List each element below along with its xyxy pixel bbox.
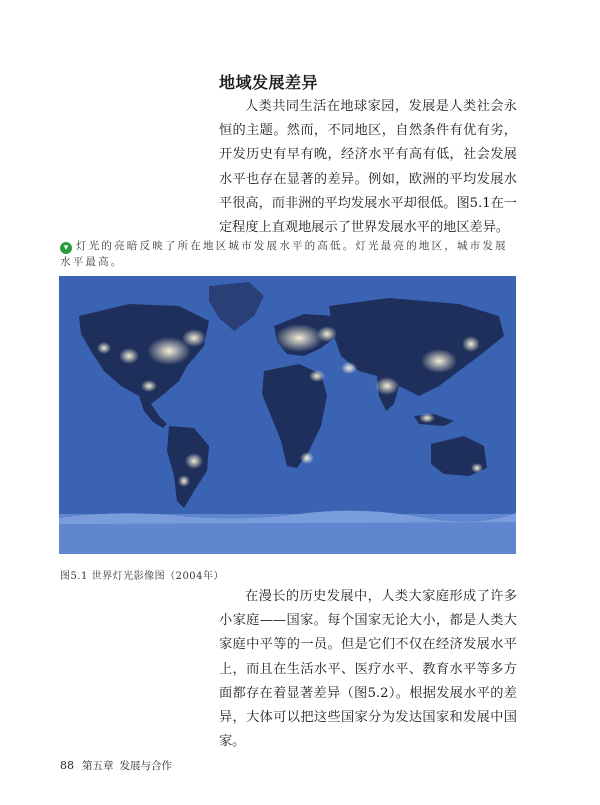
- info-icon: ▾: [60, 242, 72, 254]
- figure-note-text: 灯光的亮暗反映了所在地区城市发展水平的高低。灯光最亮的地区，城市发展水平最高。: [60, 240, 508, 268]
- page-footer: [60, 758, 172, 773]
- body-paragraph: 在漫长的历史发展中，人类大家庭形成了许多小家庭——国家。每个国家无论大小，都是人类大家庭中平等的一员。但是它们不仅在经济发展水平上，而且在生活水平、医疗水平、教育水平等多方面都存在着显著差异（图5.2）。根据发展水平的差异，大体可以把这些国家分为发达国家和发展中国家。: [219, 589, 517, 750]
- figure-caption: 图5.1 世界灯光影像图（2004年）: [60, 571, 225, 582]
- chapter-title: 发展与合作: [119, 760, 172, 772]
- world-night-lights-map: [59, 276, 516, 554]
- map-image: [59, 276, 516, 554]
- page-number: 88: [60, 759, 74, 772]
- chapter-label: 第五章: [82, 760, 114, 772]
- intro-paragraph: 人类共同生活在地球家园，发展是人类社会永恒的主题。然而，不同地区，自然条件有优有劣，开发历史有早有晚，经济水平有高有低，社会发展水平也存在显著的差异。例如，欧洲的平均发展水平很高，而非洲的平均发展水平却很低。图5.1在一定程度上直观地展示了世界发展水平的地区差异。: [219, 99, 517, 236]
- figure-note: [60, 238, 518, 270]
- section-title: 地域发展差异: [219, 73, 319, 92]
